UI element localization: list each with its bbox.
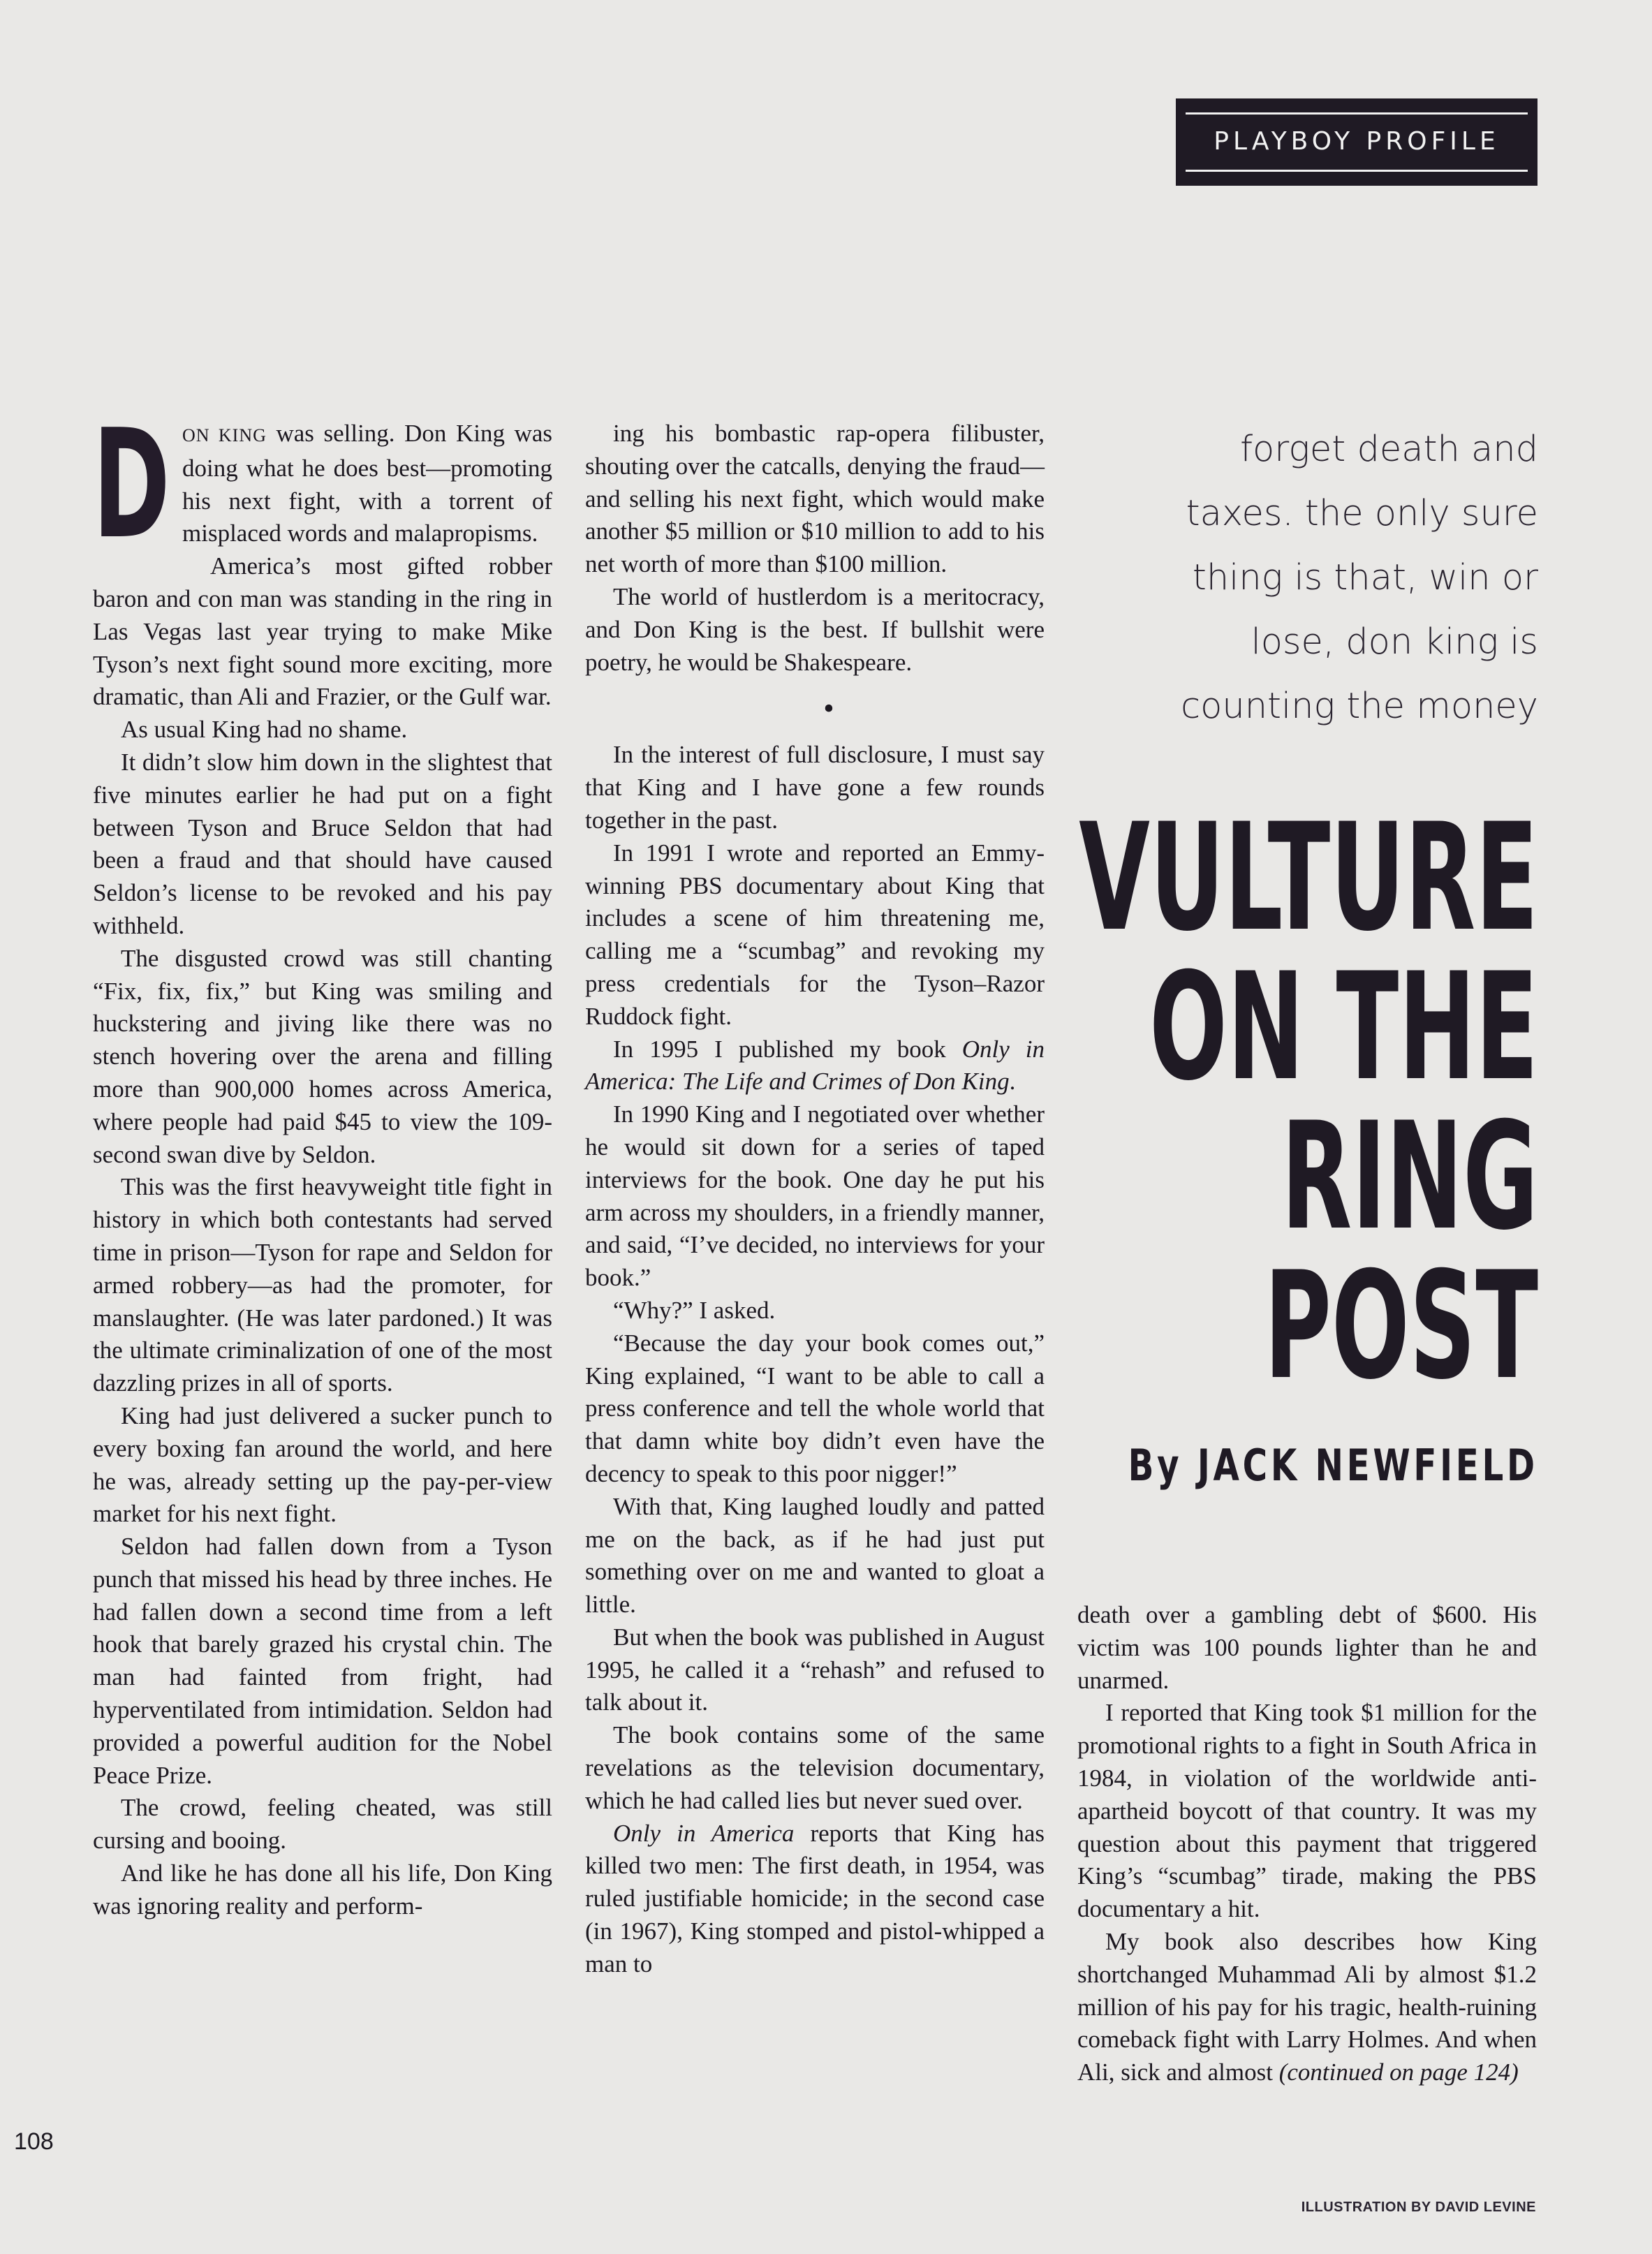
column-2-top-paragraphs bbox=[585, 418, 1045, 679]
deck-line: forget death and bbox=[1240, 429, 1538, 470]
body-paragraph: In 1991 I wrote and reported an Emmy-winning PBS documentary about King that includes a scene of him threatening me, calling me a “scumbag” and revoking my press credentials for the Tyson–Razor Ruddock fight. bbox=[585, 839, 1045, 1030]
headline-line: ON THE bbox=[1149, 941, 1538, 1113]
body-paragraph: The crowd, feeling cheated, was still cursing and booing. bbox=[93, 1794, 552, 1855]
continued-note: (continued on page 124) bbox=[1278, 2058, 1519, 2086]
lead-paragraph bbox=[93, 397, 552, 572]
headline-line: POST bbox=[1264, 1239, 1538, 1412]
book-title: Only in America: The Life and Crimes of Don King bbox=[585, 1035, 1045, 1096]
drop-cap: D bbox=[93, 397, 170, 572]
column-3-first-paragraph: death over a gambling debt of $600. His victim was 100 pounds lighter than he and unarmed. bbox=[1077, 1601, 1537, 1694]
killings-text: reports that King has killed two men: The first death, in 1954, was ruled justifiable homicide; in the second case (in 1967), King stomped and pistol-whipped a man to bbox=[585, 1819, 1045, 1977]
body-paragraph: In 1990 King and I negotiated over whether he would sit down for a series of taped interviews for the book. One day he put his arm across my shoulders, in a friendly manner, and said, “I’ve decided, no interviews for your book.” bbox=[585, 1100, 1045, 1292]
body-paragraph: I reported that King took $1 million for the promotional rights to a fight in South Africa in 1984, in violation of the worldwide anti-apartheid boycott of that country. It was my question about this payment that triggered King’s “scumbag” tirade, making the PBS documentary a hit. bbox=[1077, 1699, 1537, 1923]
section-banner bbox=[1176, 98, 1537, 186]
deck-line: counting the money bbox=[1181, 686, 1538, 727]
lead-smallcaps: ON KING bbox=[182, 425, 267, 445]
illustration-credit: ILLUSTRATION BY DAVID LEVINE bbox=[1301, 2200, 1536, 2215]
ali-text: My book also describes how King shortchanged Muhammad Ali by almost $1.2 million of his pay for his tragic, health-ruining comeback fight with Larry Holmes. And when Ali, sick and almost bbox=[1077, 1927, 1537, 2086]
article-column-3 bbox=[1077, 1599, 1537, 2089]
page-number: 108 bbox=[14, 2128, 54, 2155]
headline-line: VULTURE bbox=[1079, 791, 1538, 964]
banner-rule-bottom bbox=[1186, 170, 1528, 172]
deck-line: lose, don king is bbox=[1251, 621, 1538, 663]
book-paragraph-post: . bbox=[1009, 1068, 1016, 1096]
body-paragraph: The disgusted crowd was still chanting “Fix, fix, fix,” but King was smiling and huckstering and jiving like there was no stench hovering over the arena and filling more than 900,000 homes across America, where people had paid $45 to view the 109-second swan dive by Seldon. bbox=[93, 944, 552, 1168]
body-paragraph: And like he has done all his life, Don King was ignoring reality and perform- bbox=[93, 1859, 552, 1920]
body-paragraph: As usual King had no shame. bbox=[121, 716, 408, 744]
lead-text: was selling. Don King was doing what he does best—promoting his next fight, with a torrent of misplaced words and malapropisms. bbox=[182, 420, 552, 547]
banner-label: PLAYBOY PROFILE bbox=[1214, 127, 1500, 156]
section-separator: • bbox=[823, 691, 834, 726]
body-paragraph: In the interest of full disclosure, I must say that King and I have gone a few rounds together in the past. bbox=[585, 741, 1045, 834]
killings-paragraph bbox=[585, 1818, 1045, 1981]
body-paragraph: “Because the day your book comes out,” King explained, “I want to be able to call a press conference and tell the whole world that that damn white boy didn’t even have the decency to speak to this poor nigger!” bbox=[585, 1329, 1045, 1487]
deck-line: taxes. the only sure bbox=[1186, 493, 1538, 534]
column-1-paragraphs bbox=[93, 550, 552, 1922]
body-paragraph: Seldon had fallen down from a Tyson punch that missed his head by three inches. He had fallen down a second time from a left hook that barely grazed his crystal chin. The man had fainted from fright, had hyperventilated from intimidation. Seldon had provided a powerful audition for the Nobel Peace Prize. bbox=[93, 1533, 552, 1789]
column-3-paragraphs bbox=[1077, 1697, 1537, 1926]
article-column-1 bbox=[93, 397, 552, 1923]
body-paragraph: “Why?” I asked. bbox=[613, 1296, 776, 1324]
body-paragraph: The book contains some of the same revelations as the television documentary, which he had called lies but never sued over. bbox=[585, 1721, 1045, 1814]
byline: By JACK NEWFIELD bbox=[1128, 1440, 1538, 1491]
book-paragraph-pre: In 1995 I published my book bbox=[613, 1035, 962, 1063]
book-title-inline: Only in America bbox=[613, 1819, 795, 1847]
body-paragraph: King had just delivered a sucker punch to every boxing fan around the world, and here he was, already setting up the pay-per-view market for his next fight. bbox=[93, 1401, 552, 1528]
body-paragraph: America’s most gifted robber baron and con man was standing in the ring in Las Vegas last year trying to make Mike Tyson’s next fight sound more exciting, more dramatic, than Ali and Frazier, or the Gulf war. bbox=[93, 552, 552, 711]
body-paragraph: But when the book was published in August 1995, he called it a “rehash” and refused to talk about it. bbox=[585, 1623, 1045, 1716]
body-paragraph: ing his bombastic rap-opera filibuster, shouting over the catcalls, denying the fraud—and selling his next fight, which would make another $5 million or $10 million to add to his net worth of more than $100 million. bbox=[585, 420, 1045, 578]
body-paragraph: This was the first heavyweight title fight in history in which both contestants had served time in prison—Tyson for rape and Seldon for armed robbery—as had the promoter, for manslaughter. (He was later pardoned.) It was the ultimate criminalization of one of the most dazzling prizes in all of sports. bbox=[93, 1173, 552, 1397]
body-paragraph: The world of hustlerdom is a meritocracy, and Don King is the best. If bullshit were poetry, he would be Shakespeare. bbox=[585, 582, 1045, 676]
body-paragraph: With that, King laughed loudly and patted me on the back, as if he had just put something over on me and wanted to gloat a little. bbox=[585, 1492, 1045, 1619]
deck bbox=[1119, 418, 1538, 739]
column-3-last-paragraph bbox=[1077, 1926, 1537, 2089]
headline-line: RING bbox=[1281, 1090, 1538, 1262]
body-paragraph: It didn’t slow him down in the slightest that five minutes earlier he had put on a fight between Tyson and Bruce Seldon that had been a fraud and that should have caused Seldon’s license to be revoked and his pay withheld. bbox=[93, 748, 552, 939]
banner-rule-top bbox=[1186, 112, 1528, 115]
deck-line: thing is that, win or bbox=[1192, 557, 1538, 598]
headline bbox=[797, 791, 1538, 1412]
